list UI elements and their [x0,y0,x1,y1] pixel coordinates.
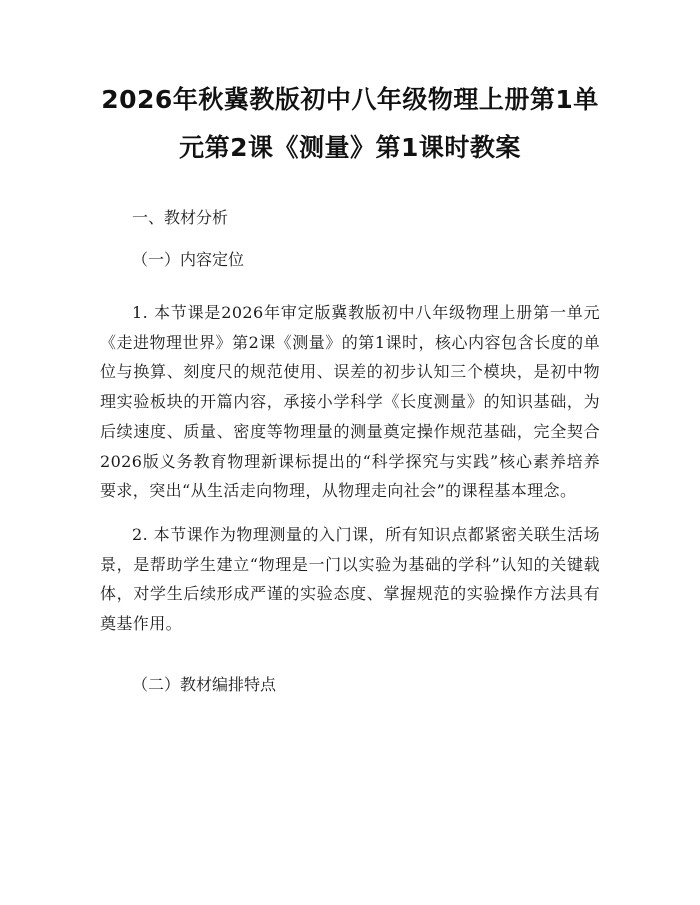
document-title-line-2: 元第2课《测量》第1课时教案 [179,133,521,162]
subsection-heading-textbook-arrangement: （二）教材编排特点 [132,674,277,694]
subsection-heading-content-positioning: （一）内容定位 [132,250,245,269]
paragraph-1: 1. 本节课是2026年审定版冀教版初中八年级物理上册第一单元《走进物理世界》第2课《测量》的第1课时，核心内容包含长度的单位与换算、刻度尺的规范使用、误差的初步认知三个模块，是初中物理实验板块的开篇内容，承接小学科学《长度测量》的知识基础，为后续速度、质量、密度等物理量的测量奠定操作规范基础，完全契合2026版义务教育物理新课标提出的“科学探究与实践”核心素养培养要求，突出“从生活走向物理，从物理走向社会”的课程基本理念。 [100,303,600,501]
section-heading-textbook-analysis: 一、教材分析 [132,208,229,227]
document-title [100,76,600,172]
document-title-line-1: 2026年秋冀教版初中八年级物理上册第1单 [101,85,599,114]
paragraph-2: 2. 本节课作为物理测量的入门课，所有知识点都紧密关联生活场景，是帮助学生建立“物理是一门以实验为基础的学科”认知的关键载体，对学生后续形成严谨的实验态度、掌握规范的实验操作方法具有奠基作用。 [100,524,600,634]
